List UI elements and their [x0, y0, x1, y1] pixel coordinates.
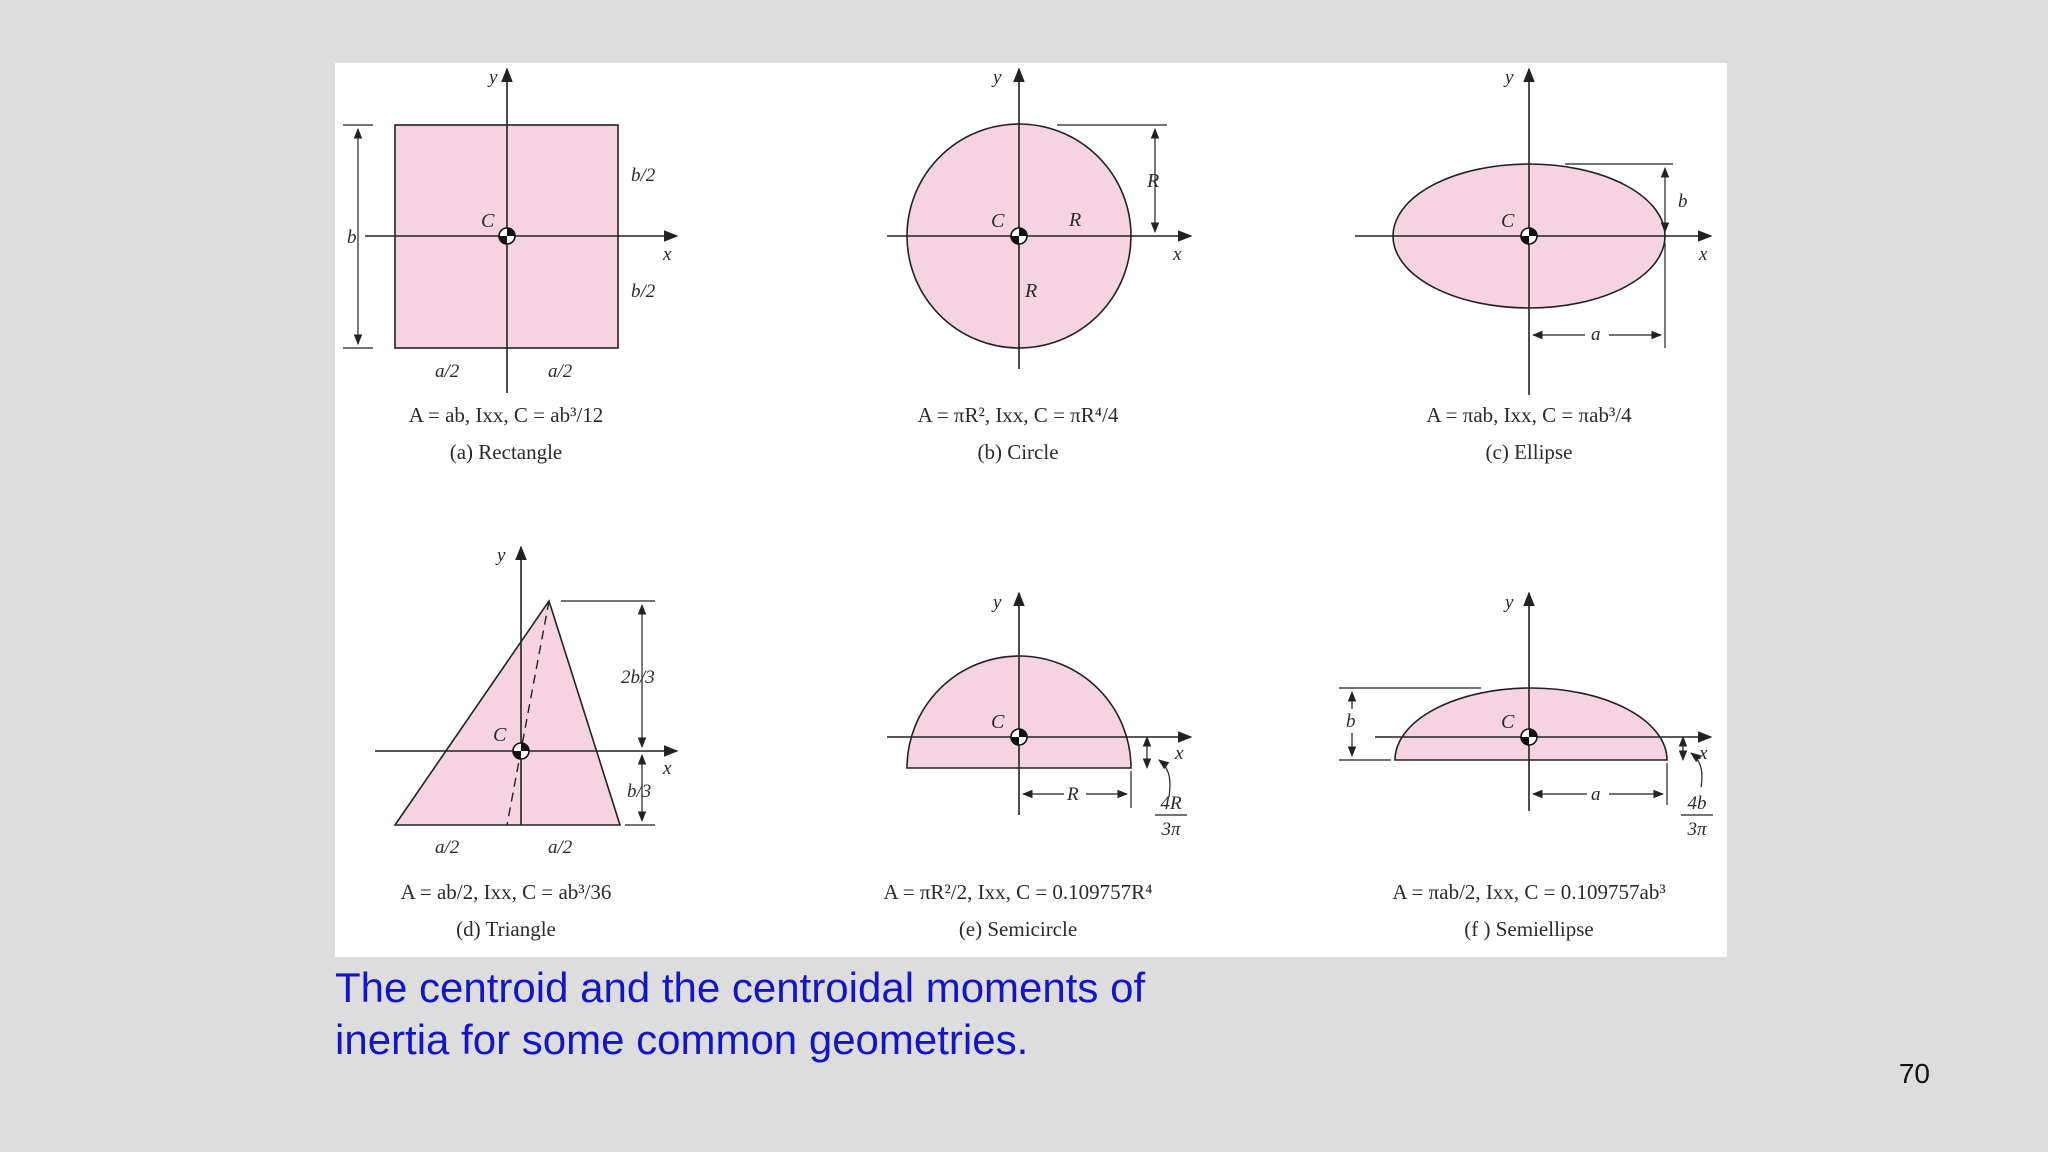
centroid-marker [499, 228, 515, 244]
dim-b-half-top: b/2 [631, 165, 656, 186]
axis-y-label: y [489, 67, 498, 88]
geometry-figure [335, 63, 1727, 957]
page-number: 70 [1898, 1058, 1930, 1089]
axis-y-label: y [993, 592, 1002, 613]
dim-a-label: a [1591, 324, 1601, 345]
centroid-label: C [493, 724, 507, 746]
caption-line-1: The centroid and the centroidal moments of [335, 964, 1146, 1011]
dim-b3-label: b/3 [627, 781, 652, 802]
circle-diagram [887, 67, 1191, 464]
offset-denominator: 3π [1161, 819, 1181, 840]
offset-denominator: 3π [1687, 819, 1707, 840]
centroid-label: C [1501, 711, 1515, 733]
semicircle-label: (e) Semicircle [958, 917, 1078, 941]
caption-line-2: inertia for some common geometries. [335, 1016, 1029, 1063]
dim-a-label: a [1591, 784, 1601, 805]
dim-r-right-label: R [1069, 209, 1082, 231]
triangle-shape [395, 601, 620, 825]
centroid-marker [1521, 228, 1537, 244]
rectangle-label: (a) Rectangle [449, 440, 563, 464]
centroid-label: C [481, 210, 495, 232]
offset-numerator: 4b [1687, 793, 1707, 814]
figure-panel [335, 63, 1727, 957]
rectangle-diagram [343, 67, 677, 464]
dim-a-half-left: a/2 [435, 837, 460, 858]
dim-b-label: b [1346, 711, 1356, 732]
dim-2b3-label: 2b/3 [621, 667, 655, 688]
semicircle-diagram [883, 592, 1191, 941]
axis-x-label: x [1173, 244, 1182, 265]
axis-x-label: x [1699, 244, 1708, 265]
dim-r-label: R [1067, 784, 1079, 805]
dim-b-half-bottom: b/2 [631, 281, 656, 302]
axis-y-label: y [1505, 67, 1514, 88]
ellipse-formula: A = πab, Ixx, C = πab³/4 [1426, 403, 1632, 427]
dim-r-top-label: R [1147, 170, 1160, 192]
slide-caption [335, 962, 1335, 1066]
axis-y-label: y [1505, 592, 1514, 613]
centroid-label: C [1501, 210, 1515, 232]
axis-x-label: x [663, 244, 672, 265]
dim-b-label: b [347, 227, 357, 248]
dim-a-half-right: a/2 [548, 361, 573, 382]
dim-a-half-left: a/2 [435, 361, 460, 382]
axis-x-label: x [1175, 743, 1184, 764]
centroid-label: C [991, 210, 1005, 232]
centroid-marker [513, 743, 529, 759]
semiellipse-diagram [1339, 592, 1713, 941]
circle-formula: A = πR², Ixx, C = πR⁴/4 [917, 403, 1119, 427]
semiellipse-shape [1395, 688, 1667, 760]
dim-r-bottom-label: R [1025, 280, 1038, 302]
ellipse-diagram [1355, 67, 1711, 464]
centroid-label: C [991, 711, 1005, 733]
circle-label: (b) Circle [977, 440, 1059, 464]
offset-numerator: 4R [1160, 793, 1182, 814]
semiellipse-formula: A = πab/2, Ixx, C = 0.109757ab³ [1392, 880, 1666, 904]
axis-x-label: x [1699, 743, 1708, 764]
axis-y-label: y [993, 67, 1002, 88]
rectangle-formula: A = ab, Ixx, C = ab³/12 [408, 403, 604, 427]
ellipse-label: (c) Ellipse [1485, 440, 1573, 464]
axis-x-label: x [663, 758, 672, 779]
triangle-label: (d) Triangle [456, 917, 556, 941]
centroid-marker [1011, 228, 1027, 244]
centroid-marker [1521, 729, 1537, 745]
dim-b-label: b [1678, 191, 1688, 212]
semiellipse-label: (f ) Semiellipse [1464, 917, 1594, 941]
semicircle-formula: A = πR²/2, Ixx, C = 0.109757R⁴ [883, 880, 1153, 904]
triangle-formula: A = ab/2, Ixx, C = ab³/36 [400, 880, 612, 904]
dim-a-half-right: a/2 [548, 837, 573, 858]
axis-y-label: y [497, 545, 506, 566]
triangle-diagram [375, 545, 677, 941]
centroid-marker [1011, 729, 1027, 745]
